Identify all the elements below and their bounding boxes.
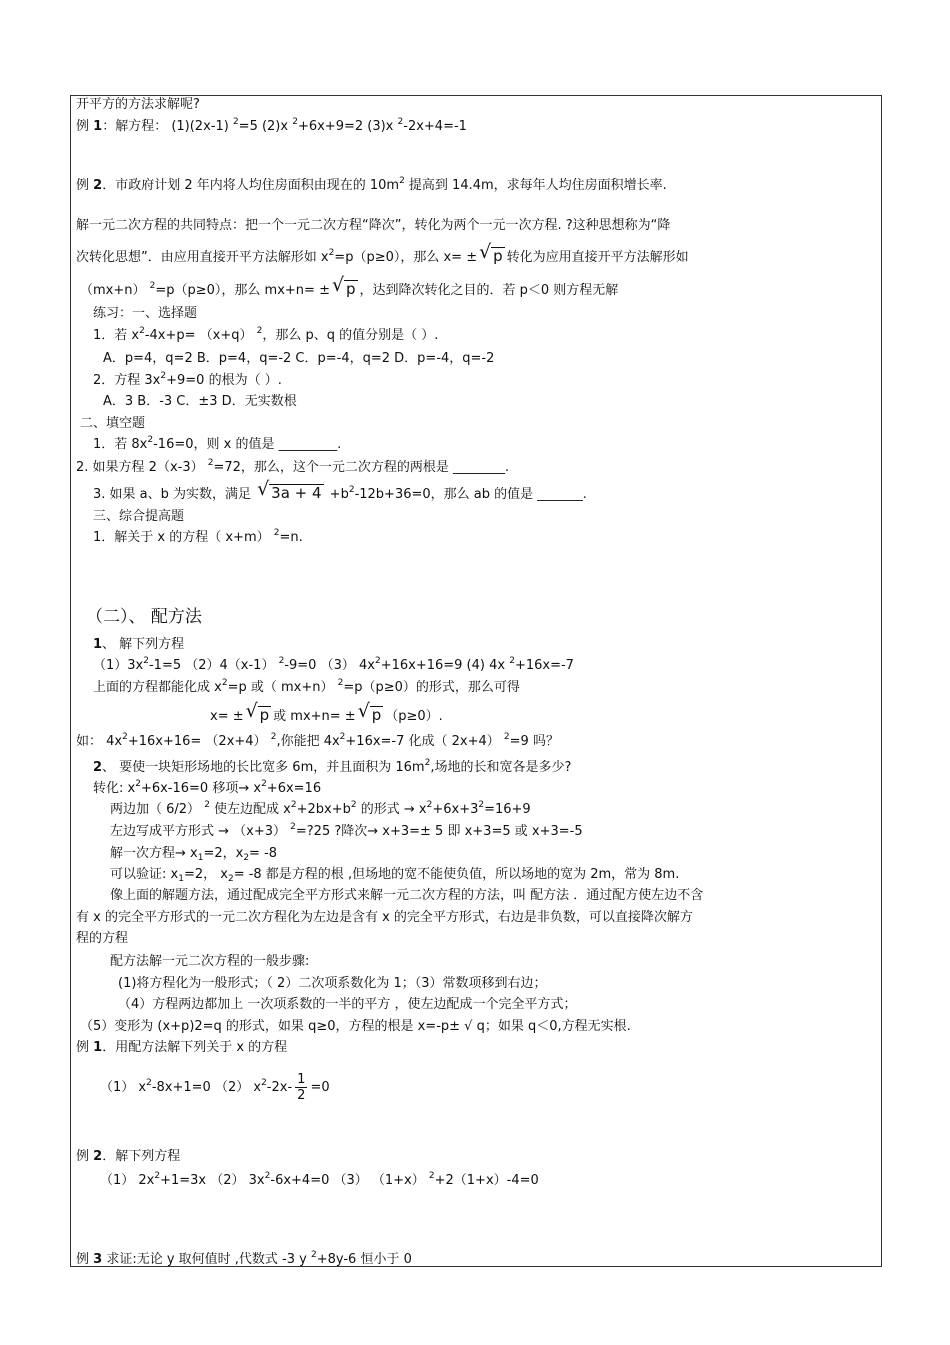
step: （4）方程两边都加上 一次项系数的一半的平方 ，使左边配成一个完全平方式； bbox=[118, 997, 577, 1012]
question: 2. 如果方程 2（x-3） $^2$=72，那么，这个一元二次方程的两根是 ________. bbox=[76, 458, 510, 475]
equation-list: （1） $2x^2+1=3x$ （2） $3x^2-6x+4=0$ （3） （1+x） $^2$+2（1+x）-4=0 bbox=[100, 1171, 539, 1188]
text-line: 可以验证: $x_1=2$， $x_2= -8$ 都是方程的根 ,但场地的宽不能使负值，所以场地的宽为 2m，常为 8m. bbox=[110, 867, 680, 884]
example-1-heading: 例 1：解方程： (1)(2x-1) $^2$=5 (2)x $^2$+6x+9=2 (3)x $^2$-2x+4=-1 bbox=[76, 117, 467, 134]
sqrt-symbol: √ p bbox=[358, 706, 384, 726]
section-title: （二）、 配方法 bbox=[86, 607, 202, 627]
text-line: 转化: $x^2+6x-16=0$ 移项→ $x^2+6x=16$ bbox=[93, 779, 322, 796]
formula-line: x= ±√ p 或 mx+n= ±√ p （p≥0）. bbox=[210, 706, 443, 726]
equation-list: $(1)3x^2-1=5$ （2）4（x-1） $^2$-9=0 （3） $4x^2+16x+16=9$ (4) 4x $^2$+16x=-7 bbox=[93, 656, 574, 673]
text-line: 左边写成平方形式 → （x+3） $^2$=?25 ?降次→ x+3=± 5 即 x+3=5 或 x+3=-5 bbox=[110, 822, 583, 839]
text-line: 像上面的解题方法，通过配成完全平方形式来解一元二次方程的方法，叫 配方法 ．通过配方使左边不含 bbox=[110, 888, 704, 903]
step: (1)将方程化为一般形式；（ 2）二次项系数化为 1；（3）常数项移到右边； bbox=[118, 976, 547, 991]
example-2-heading: 例 2．解下列方程 bbox=[76, 1149, 181, 1164]
text-line: 配方法解一元二次方程的一般步骤: bbox=[110, 954, 310, 969]
options: A．3 B．-3 C．±3 D．无实数根 bbox=[103, 394, 297, 409]
section-heading: 二、填空题 bbox=[80, 416, 146, 431]
question: 3. 如果 a、b 为实数，满足 √ $3a + 4 +b^2-12b+36=0$，那么 ab 的值是 _______. bbox=[93, 484, 587, 504]
text-line: 两边加（ 6/2） $^2$ 使左边配成 $x^2+2bx+b^2$ 的形式 → $x^2+6x+3^2=16+9$ bbox=[110, 800, 531, 817]
text-line: 次转化思想”．由应用直接开平方法解形如 $x^2=p(p\ge 0)$，那么 x= ±√ p 转化为应用直接开平方法解形如 bbox=[76, 247, 689, 267]
section-heading: 三、综合提高题 bbox=[93, 509, 185, 524]
text-line: 解一元二次方程的共同特点：把一个一元二次方程“降次”，转化为两个一元一次方程. ?这种思想称为“降 bbox=[76, 218, 671, 233]
practice-heading: 练习：一、选择题 bbox=[93, 306, 198, 321]
text-line: 如： $4x^2+16x+16= (2x+4)$ $^2$,你能把 $4x^2+16x=-7$ 化成（ 2x+4） $^2$=9 吗？ bbox=[76, 732, 559, 749]
step: （5）变形为 (x+p)2=q 的形式，如果 q≥0，方程的根是 x=-p± √ q；如果 q＜0,方程无实根. bbox=[80, 1019, 631, 1034]
example-1-heading: 例 1．用配方法解下列关于 x 的方程 bbox=[76, 1040, 288, 1055]
options: A．p=4，q=2 B．p=4，q=-2 C．p=-4，q=2 D．p=-4，q=-2 bbox=[103, 351, 495, 366]
sqrt-symbol: √ p bbox=[332, 280, 358, 300]
fraction: $\frac{1}{2}$ bbox=[297, 1072, 306, 1103]
question: 1．若 $x^2-4x+p= (x+q)$ $^2$，那么 p、q 的值分别是（ ）. bbox=[93, 326, 439, 343]
text-line: （mx+n） $^2$=p（p≥0），那么 mx+n= ±√ p ，达到降次转化之目的．若 p＜0 则方程无解 bbox=[80, 280, 618, 300]
text-line: 开平方的方法求解呢? bbox=[76, 97, 200, 112]
question: 1．解关于 x 的方程（ x+m） $^2$=n. bbox=[93, 528, 303, 545]
sqrt-symbol: √ 3a + 4 bbox=[257, 484, 323, 504]
equation-list: （1） $x^2-8x+1=0$ （2） $x^2-2x-$ $\frac{1}{2}$ =0 bbox=[100, 1072, 330, 1103]
text-line: 解一次方程→ $x_1=2$，$x_2= -8$ bbox=[110, 846, 278, 863]
item-heading: 1、 解下列方程 bbox=[93, 637, 185, 652]
question: 2．方程 $3x^2+9=0$ 的根为（ ）. bbox=[93, 371, 282, 388]
text-line: 程的方程 bbox=[76, 931, 129, 946]
example-3-heading: 例 3 求证:无论 y 取何值时 ,代数式 -3 y $^2$+8y-6 恒小于 0 bbox=[76, 1250, 412, 1267]
item-heading: 2、 要使一块矩形场地的长比宽多 6m，并且面积为 $16m^2$,场地的长和宽各是多少? bbox=[93, 758, 572, 775]
text-line: 有 x 的完全平方形式的一元二次方程化为左边是含有 x 的完全平方形式，右边是非负数，可以直接降次解方 bbox=[76, 910, 693, 925]
sqrt-symbol: √ p bbox=[246, 706, 272, 726]
question: 1．若 $8x^2-16=0$，则 x 的值是 _________. bbox=[93, 435, 342, 452]
text-line: 上面的方程都能化成 $x^2=p$ 或（ mx+n） $^2$=p（p≥0）的形式，那么可得 bbox=[93, 678, 520, 695]
sqrt-symbol: √ p bbox=[479, 247, 505, 267]
example-2-heading: 例 2．市政府计划 2 年内将人均住房面积由现在的 $10m^2$ 提高到 14.4m，求每年人均住房面积增长率. bbox=[76, 176, 667, 193]
